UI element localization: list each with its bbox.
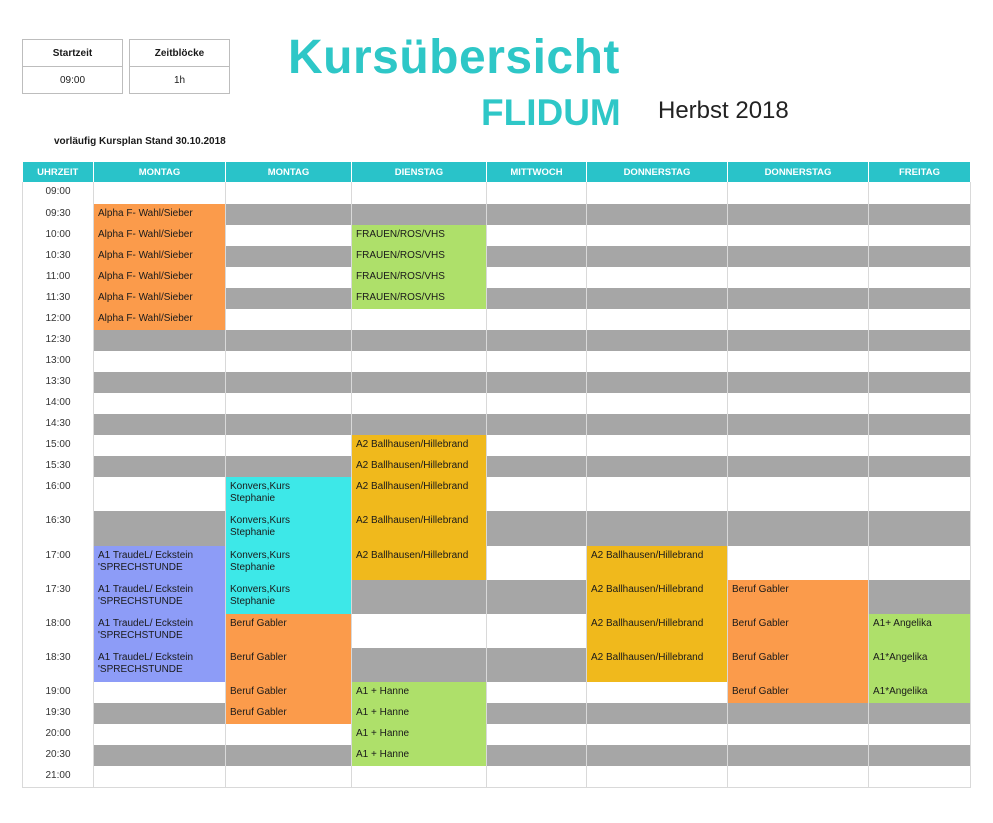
course-cell: A1 + Hanne <box>352 724 487 745</box>
empty-slot-cell <box>487 246 587 267</box>
time-slot-label: 13:00 <box>23 351 94 372</box>
empty-slot-cell <box>352 372 487 393</box>
schedule-row <box>23 580 971 614</box>
schedule-row <box>23 351 971 372</box>
empty-slot-cell <box>728 435 869 456</box>
time-slot-label: 21:00 <box>23 766 94 787</box>
empty-slot-cell <box>587 288 728 309</box>
time-slot-label: 20:00 <box>23 724 94 745</box>
empty-slot-cell <box>869 372 971 393</box>
time-slot-label: 10:00 <box>23 225 94 246</box>
time-slot-label: 15:00 <box>23 435 94 456</box>
page-title: Kursübersicht <box>288 31 620 84</box>
course-cell: A1 + Hanne <box>352 682 487 703</box>
time-slot-label: 09:00 <box>23 182 94 204</box>
start-time-box <box>22 39 123 94</box>
start-time-label: Startzeit <box>23 40 123 67</box>
empty-slot-cell <box>869 182 971 204</box>
empty-slot-cell <box>226 309 352 330</box>
course-cell: Beruf Gabler <box>226 614 352 648</box>
schedule-row <box>23 372 971 393</box>
empty-slot-cell <box>226 435 352 456</box>
empty-slot-cell <box>226 246 352 267</box>
time-slot-label: 13:30 <box>23 372 94 393</box>
start-time-value: 09:00 <box>23 67 123 94</box>
empty-slot-cell <box>869 246 971 267</box>
course-cell: FRAUEN/ROS/VHS <box>352 225 487 246</box>
schedule-row <box>23 724 971 745</box>
course-cell: Alpha F- Wahl/Sieber <box>94 309 226 330</box>
column-header-day: DONNERSTAG <box>728 162 869 182</box>
empty-slot-cell <box>587 511 728 546</box>
empty-slot-cell <box>226 414 352 435</box>
empty-slot-cell <box>487 330 587 351</box>
empty-slot-cell <box>728 724 869 745</box>
empty-slot-cell <box>728 745 869 766</box>
empty-slot-cell <box>487 267 587 288</box>
course-cell: A2 Ballhausen/Hillebrand <box>587 580 728 614</box>
empty-slot-cell <box>94 435 226 456</box>
empty-slot-cell <box>869 309 971 330</box>
empty-slot-cell <box>487 682 587 703</box>
empty-slot-cell <box>487 288 587 309</box>
empty-slot-cell <box>728 393 869 414</box>
time-slot-label: 12:00 <box>23 309 94 330</box>
empty-slot-cell <box>226 182 352 204</box>
column-header-day: FREITAG <box>869 162 971 182</box>
schedule-row <box>23 182 971 204</box>
schedule-row <box>23 456 971 477</box>
time-slot-label: 16:00 <box>23 477 94 511</box>
empty-slot-cell <box>728 330 869 351</box>
empty-slot-cell <box>487 546 587 580</box>
course-cell: A2 Ballhausen/Hillebrand <box>587 614 728 648</box>
empty-slot-cell <box>869 204 971 225</box>
course-cell: Konvers,Kurs Stephanie <box>226 580 352 614</box>
empty-slot-cell <box>226 372 352 393</box>
course-cell: FRAUEN/ROS/VHS <box>352 288 487 309</box>
schedule-row <box>23 246 971 267</box>
empty-slot-cell <box>352 182 487 204</box>
time-slot-label: 20:30 <box>23 745 94 766</box>
course-cell: Alpha F- Wahl/Sieber <box>94 246 226 267</box>
schedule-row <box>23 546 971 580</box>
empty-slot-cell <box>487 435 587 456</box>
course-cell: Konvers,Kurs Stephanie <box>226 546 352 580</box>
empty-slot-cell <box>587 225 728 246</box>
time-slot-label: 18:00 <box>23 614 94 648</box>
empty-slot-cell <box>226 288 352 309</box>
empty-slot-cell <box>728 766 869 787</box>
empty-slot-cell <box>728 267 869 288</box>
empty-slot-cell <box>587 703 728 724</box>
course-cell: Alpha F- Wahl/Sieber <box>94 225 226 246</box>
empty-slot-cell <box>869 456 971 477</box>
empty-slot-cell <box>487 225 587 246</box>
empty-slot-cell <box>352 766 487 787</box>
empty-slot-cell <box>226 393 352 414</box>
empty-slot-cell <box>587 682 728 703</box>
schedule-body <box>23 182 971 787</box>
empty-slot-cell <box>728 414 869 435</box>
time-slot-label: 17:00 <box>23 546 94 580</box>
empty-slot-cell <box>487 309 587 330</box>
schedule-row <box>23 745 971 766</box>
empty-slot-cell <box>728 246 869 267</box>
empty-slot-cell <box>587 724 728 745</box>
empty-slot-cell <box>487 351 587 372</box>
empty-slot-cell <box>226 225 352 246</box>
empty-slot-cell <box>352 414 487 435</box>
empty-slot-cell <box>587 182 728 204</box>
course-cell: Beruf Gabler <box>226 682 352 703</box>
course-cell: FRAUEN/ROS/VHS <box>352 246 487 267</box>
empty-slot-cell <box>869 766 971 787</box>
schedule-row <box>23 511 971 546</box>
empty-slot-cell <box>728 182 869 204</box>
empty-slot-cell <box>587 267 728 288</box>
time-blocks-label: Zeitblöcke <box>130 40 230 67</box>
empty-slot-cell <box>587 372 728 393</box>
empty-slot-cell <box>869 435 971 456</box>
course-cell: A1*Angelika <box>869 648 971 682</box>
schedule-row <box>23 477 971 511</box>
empty-slot-cell <box>869 511 971 546</box>
empty-slot-cell <box>587 745 728 766</box>
empty-slot-cell <box>869 546 971 580</box>
empty-slot-cell <box>226 330 352 351</box>
empty-slot-cell <box>94 414 226 435</box>
course-cell: Alpha F- Wahl/Sieber <box>94 204 226 225</box>
time-blocks-box <box>129 39 230 94</box>
course-cell: Beruf Gabler <box>226 703 352 724</box>
course-cell: A2 Ballhausen/Hillebrand <box>352 546 487 580</box>
empty-slot-cell <box>94 393 226 414</box>
course-cell: A2 Ballhausen/Hillebrand <box>587 546 728 580</box>
plan-status-note: vorläufig Kursplan Stand 30.10.2018 <box>54 136 226 147</box>
course-cell: A1 TraudeL/ Eckstein 'SPRECHSTUNDE <box>94 614 226 648</box>
empty-slot-cell <box>487 745 587 766</box>
empty-slot-cell <box>487 648 587 682</box>
empty-slot-cell <box>869 745 971 766</box>
course-cell: A1 TraudeL/ Eckstein 'SPRECHSTUNDE <box>94 546 226 580</box>
empty-slot-cell <box>352 614 487 648</box>
empty-slot-cell <box>352 309 487 330</box>
time-slot-label: 10:30 <box>23 246 94 267</box>
course-cell: A2 Ballhausen/Hillebrand <box>352 477 487 511</box>
schedule-row <box>23 225 971 246</box>
schedule-row <box>23 267 971 288</box>
course-cell: FRAUEN/ROS/VHS <box>352 267 487 288</box>
empty-slot-cell <box>587 246 728 267</box>
empty-slot-cell <box>587 766 728 787</box>
empty-slot-cell <box>869 225 971 246</box>
column-header-day: DIENSTAG <box>352 162 487 182</box>
course-cell: A2 Ballhausen/Hillebrand <box>587 648 728 682</box>
column-header-day: MONTAG <box>94 162 226 182</box>
time-slot-label: 11:30 <box>23 288 94 309</box>
empty-slot-cell <box>869 724 971 745</box>
empty-slot-cell <box>587 456 728 477</box>
empty-slot-cell <box>94 351 226 372</box>
time-blocks-value: 1h <box>130 67 230 94</box>
empty-slot-cell <box>94 724 226 745</box>
column-header-time: UHRZEIT <box>23 162 94 182</box>
course-cell: A1 TraudeL/ Eckstein 'SPRECHSTUNDE <box>94 648 226 682</box>
empty-slot-cell <box>487 703 587 724</box>
empty-slot-cell <box>869 351 971 372</box>
empty-slot-cell <box>869 703 971 724</box>
course-cell: A2 Ballhausen/Hillebrand <box>352 435 487 456</box>
empty-slot-cell <box>587 393 728 414</box>
schedule-row <box>23 435 971 456</box>
empty-slot-cell <box>487 511 587 546</box>
empty-slot-cell <box>487 393 587 414</box>
course-cell: Beruf Gabler <box>728 648 869 682</box>
empty-slot-cell <box>728 288 869 309</box>
time-slot-label: 16:30 <box>23 511 94 546</box>
time-slot-label: 12:30 <box>23 330 94 351</box>
page-subtitle: FLIDUM <box>481 92 621 133</box>
course-cell: Beruf Gabler <box>728 580 869 614</box>
schedule-row <box>23 682 971 703</box>
empty-slot-cell <box>487 182 587 204</box>
empty-slot-cell <box>94 511 226 546</box>
course-cell: A2 Ballhausen/Hillebrand <box>352 456 487 477</box>
course-cell: Beruf Gabler <box>226 648 352 682</box>
empty-slot-cell <box>94 372 226 393</box>
course-cell: Alpha F- Wahl/Sieber <box>94 288 226 309</box>
empty-slot-cell <box>728 225 869 246</box>
empty-slot-cell <box>487 372 587 393</box>
empty-slot-cell <box>728 546 869 580</box>
schedule-row <box>23 309 971 330</box>
empty-slot-cell <box>869 580 971 614</box>
column-header-day: MONTAG <box>226 162 352 182</box>
empty-slot-cell <box>587 309 728 330</box>
empty-slot-cell <box>728 703 869 724</box>
course-cell: Beruf Gabler <box>728 682 869 703</box>
empty-slot-cell <box>94 330 226 351</box>
empty-slot-cell <box>94 766 226 787</box>
empty-slot-cell <box>487 580 587 614</box>
empty-slot-cell <box>728 372 869 393</box>
empty-slot-cell <box>869 414 971 435</box>
empty-slot-cell <box>487 724 587 745</box>
empty-slot-cell <box>587 435 728 456</box>
schedule-row <box>23 204 971 225</box>
empty-slot-cell <box>352 648 487 682</box>
empty-slot-cell <box>226 204 352 225</box>
course-cell: A2 Ballhausen/Hillebrand <box>352 511 487 546</box>
empty-slot-cell <box>352 204 487 225</box>
empty-slot-cell <box>869 288 971 309</box>
empty-slot-cell <box>587 204 728 225</box>
course-cell: A1 + Hanne <box>352 703 487 724</box>
course-cell: A1*Angelika <box>869 682 971 703</box>
course-cell: Konvers,Kurs Stephanie <box>226 477 352 511</box>
empty-slot-cell <box>487 414 587 435</box>
empty-slot-cell <box>226 745 352 766</box>
schedule-row <box>23 614 971 648</box>
empty-slot-cell <box>869 330 971 351</box>
empty-slot-cell <box>352 393 487 414</box>
time-slot-label: 19:30 <box>23 703 94 724</box>
course-cell: A1 TraudeL/ Eckstein 'SPRECHSTUNDE <box>94 580 226 614</box>
schedule-row <box>23 330 971 351</box>
empty-slot-cell <box>728 456 869 477</box>
time-slot-label: 09:30 <box>23 204 94 225</box>
empty-slot-cell <box>94 477 226 511</box>
schedule-row <box>23 703 971 724</box>
schedule-header-row <box>23 162 971 182</box>
empty-slot-cell <box>728 309 869 330</box>
empty-slot-cell <box>487 477 587 511</box>
empty-slot-cell <box>226 267 352 288</box>
empty-slot-cell <box>728 204 869 225</box>
course-cell: A1+ Angelika <box>869 614 971 648</box>
empty-slot-cell <box>226 351 352 372</box>
column-header-day: DONNERSTAG <box>587 162 728 182</box>
schedule-row <box>23 393 971 414</box>
empty-slot-cell <box>226 456 352 477</box>
empty-slot-cell <box>352 351 487 372</box>
time-slot-label: 17:30 <box>23 580 94 614</box>
empty-slot-cell <box>94 703 226 724</box>
empty-slot-cell <box>487 204 587 225</box>
time-slot-label: 19:00 <box>23 682 94 703</box>
course-cell: A1 + Hanne <box>352 745 487 766</box>
empty-slot-cell <box>487 456 587 477</box>
time-slot-label: 14:30 <box>23 414 94 435</box>
time-slot-label: 14:00 <box>23 393 94 414</box>
empty-slot-cell <box>487 766 587 787</box>
time-slot-label: 11:00 <box>23 267 94 288</box>
empty-slot-cell <box>226 766 352 787</box>
column-header-day: MITTWOCH <box>487 162 587 182</box>
schedule-row <box>23 648 971 682</box>
season-label: Herbst 2018 <box>658 97 789 124</box>
empty-slot-cell <box>487 614 587 648</box>
empty-slot-cell <box>94 682 226 703</box>
course-cell: Konvers,Kurs Stephanie <box>226 511 352 546</box>
schedule-row <box>23 766 971 787</box>
empty-slot-cell <box>587 351 728 372</box>
empty-slot-cell <box>94 182 226 204</box>
empty-slot-cell <box>728 511 869 546</box>
schedule-row <box>23 288 971 309</box>
time-slot-label: 18:30 <box>23 648 94 682</box>
empty-slot-cell <box>352 330 487 351</box>
empty-slot-cell <box>728 351 869 372</box>
empty-slot-cell <box>587 414 728 435</box>
schedule-row <box>23 414 971 435</box>
empty-slot-cell <box>226 724 352 745</box>
empty-slot-cell <box>728 477 869 511</box>
empty-slot-cell <box>869 477 971 511</box>
empty-slot-cell <box>587 330 728 351</box>
time-slot-label: 15:30 <box>23 456 94 477</box>
empty-slot-cell <box>352 580 487 614</box>
empty-slot-cell <box>94 456 226 477</box>
course-cell: Beruf Gabler <box>728 614 869 648</box>
empty-slot-cell <box>94 745 226 766</box>
empty-slot-cell <box>869 267 971 288</box>
course-cell: Alpha F- Wahl/Sieber <box>94 267 226 288</box>
empty-slot-cell <box>587 477 728 511</box>
schedule-table <box>22 162 971 788</box>
empty-slot-cell <box>869 393 971 414</box>
